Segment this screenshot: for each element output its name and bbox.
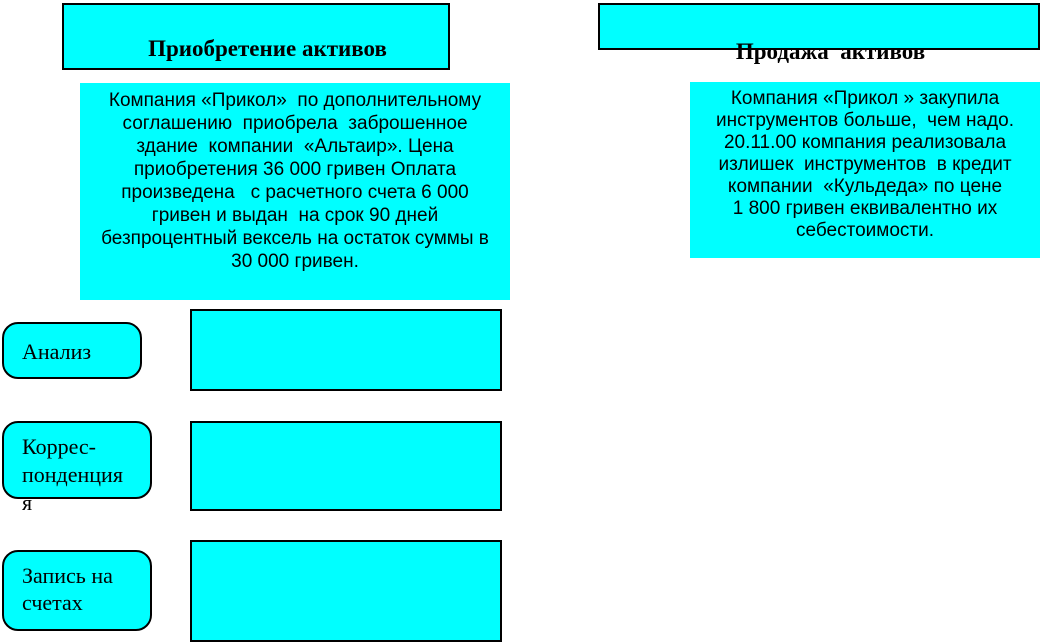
acquisition-title: Приобретение активов [148, 36, 387, 61]
step-label-account-entry: Запись на счетах [2, 550, 152, 631]
sale-title: Продажа активов [735, 39, 926, 64]
analysis-answer-box [190, 309, 502, 391]
account-entry-answer-box [190, 540, 502, 642]
sale-title-box [598, 3, 1040, 64]
acquisition-title-box [62, 3, 450, 70]
step-label-correspondence: Коррес- понденция я [2, 421, 152, 499]
acquisition-case-text: Компания «Прикол» по дополнительному соглашению приобрела заброшенное здание компании «Альтаир». Цена приобретения 36 000 гривен Оплата произведена с расчетного счета 6 000 гривен и выдан на срок 90 дней безпроцентный вексель на остаток суммы в 30 000 гривен. [80, 83, 510, 300]
sale-case-text: Компания «Прикол » закупила инструментов больше, чем надо. 20.11.00 компания реализовала излишек инструментов в кредит компании «Кульдеда» по цене 1 800 гривен еквивалентно их себестоимости. [690, 82, 1040, 258]
step-label-analysis: Анализ [2, 322, 142, 379]
correspondence-answer-box [190, 421, 502, 511]
